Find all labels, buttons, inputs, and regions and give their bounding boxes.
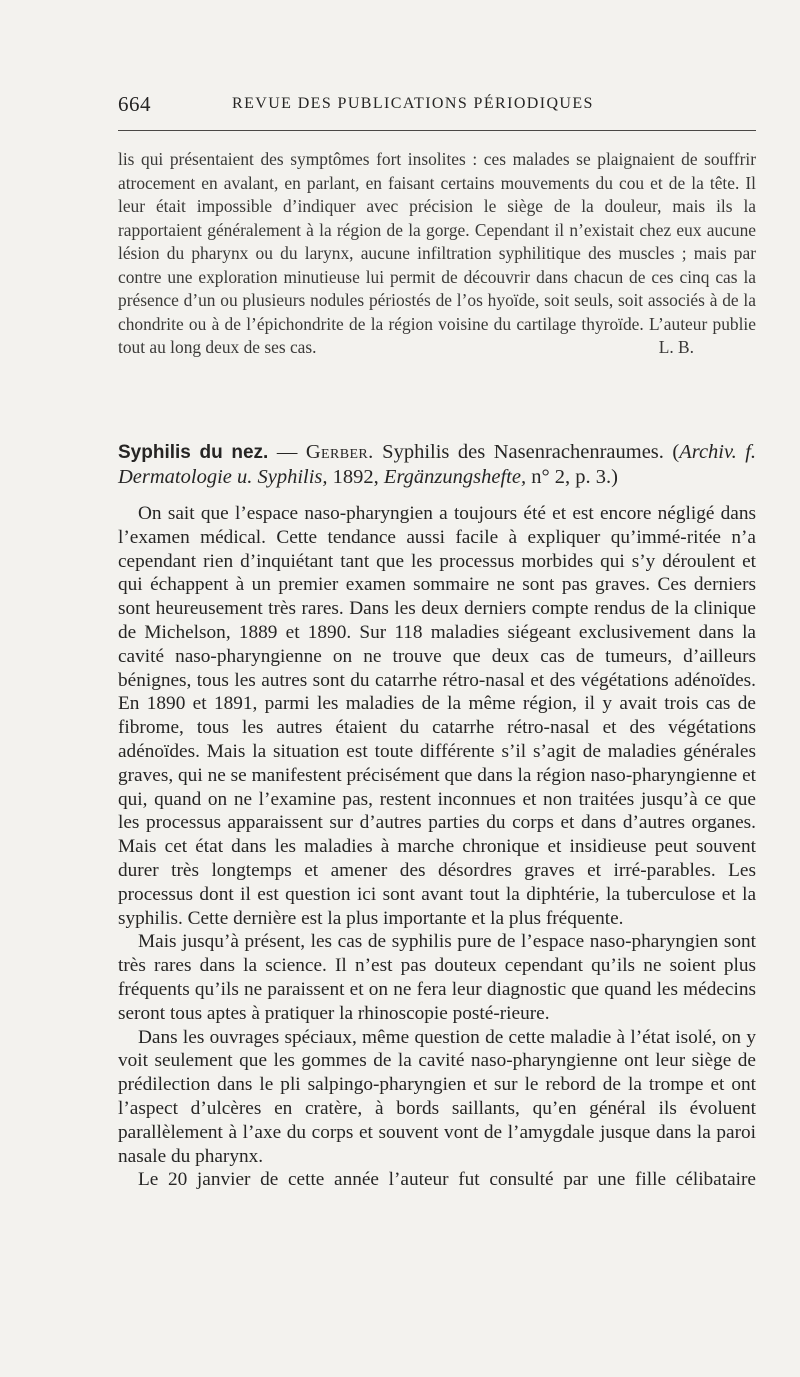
page-number: 664: [118, 92, 151, 116]
article-title: Syphilis des Nasenrachenraumes. (: [373, 441, 680, 463]
journal-name: Archiv. f. Dermatologie u. Syphilis,: [118, 441, 757, 488]
article-author: Gerber.: [305, 441, 374, 463]
body-paragraph-1: On sait que l’espace naso-pharyngien a toujours été et est encore négligé dans l’examen médical. Cette tendance aussi facile à expliquer qu’immé-ritée n’a cependant rien d’inquiétant tant que les processus morbides qui s’y déroulent et qui échappent à un premier examen sommaire ne sont pas graves. Ces derniers sont heureusement très rares. Dans les deux derniers compte rendus de la clinique de Michelson, 1889 et 1890. Sur 118 maladies siégeant exclusivement dans la cavité naso-pharyngienne on ne trouve que deux cas de tumeurs, d’ailleurs bénignes, tous les autres sont du catarrhe rétro-nasal et des végétations adénoïdes. En 1890 et 1891, parmi les maladies de la même région, il y avait trois cas de fibrome, tous les autres étaient du catarrhe rétro-nasal et des végétations adénoïdes. Mais la situation est toute différente s’il s’agit de maladies générales graves, qui ne se manifestent précisément que dans la région naso-pharyngienne et qui, quand on ne l’examine pas, restent inconnues et non traitées jusqu’à ce que les processus apparaissent sur d’autres parties du corps et dans d’autres organes. Mais cet état dans les maladies à marche chronique et insidieuse peut souvent durer très longtemps et amener des désordres graves et irré-parables. Les processus dont il est question ici sont avant tout la diphtérie, la tuberculose et la syphilis. Cette dernière est la plus importante et la plus fréquente.: [118, 503, 756, 929]
page-header: [118, 92, 756, 122]
body-paragraph-4: Le 20 janvier de cette année l’auteur fut consulté par une fille célibataire: [138, 1169, 756, 1191]
previous-article-ending: [118, 148, 756, 360]
journal-issue: n° 2, p. 3.): [526, 466, 618, 488]
header-rule: [118, 130, 756, 131]
journal-supplement: Ergänzungshefte,: [383, 466, 527, 488]
body-paragraph-2: Mais jusqu’à présent, les cas de syphilis pure de l’espace naso-pharyngien sont très rares dans la science. Il n’est pas douteux cependant qu’ils ne soient plus fréquents qu’ils ne paraissent et on ne fera leur diagnostic que quand les médecins seront tous aptes à pratiquer la rhinoscopie posté-rieure.: [118, 931, 756, 1024]
running-title: REVUE DES PUBLICATIONS PÉRIODIQUES: [232, 95, 594, 112]
article-heading: [118, 440, 756, 490]
heading-dash: —: [268, 441, 306, 463]
reviewer-signature: L. B.: [658, 337, 694, 357]
journal-year: 1892,: [327, 466, 384, 488]
previous-article-paragraph: [118, 148, 756, 360]
previous-article-text: lis qui présentaient des symptômes fort insolites : ces malades se plaignaient de souffrir atrocement en avalant, en parlant, en faisant certains mouvements du cou et de la tête. Il leur était impossible d’indiquer avec précision le siège de la douleur, mais ils la rapportaient généralement à la région de la gorge. Cependant il n’existait chez eux aucune lésion du pharynx ou du larynx, aucune infiltration syphilitique des muscles ; mais par contre une exploration minutieuse lui permit de découvrir dans chacun de ces cinq cas la présence d’un ou plusieurs nodules périostés de l’os hyoïde, soit seuls, soit associés à de la chondrite ou à de l’épichondrite de la région voisine du cartilage thyroïde. L’auteur publie tout au long deux de ses cas.: [118, 149, 756, 357]
section-title: Syphilis du nez.: [118, 442, 269, 463]
article-syphilis-du-nez: [118, 440, 756, 1192]
body-paragraph-3: Dans les ouvrages spéciaux, même question de cette maladie à l’état isolé, on y voit seulement que les gommes de la cavité naso-pharyngienne ont leur siège de prédilection dans le pli salpingo-pharyngien et sur le rebord de la trompe et ont l’aspect d’ulcères en cratère, à bords saillants, qu’en général ils évoluent parallèlement à l’axe du corps et souvent vont de l’amygdale jusque dans la paroi nasale du pharynx.: [118, 1026, 756, 1167]
